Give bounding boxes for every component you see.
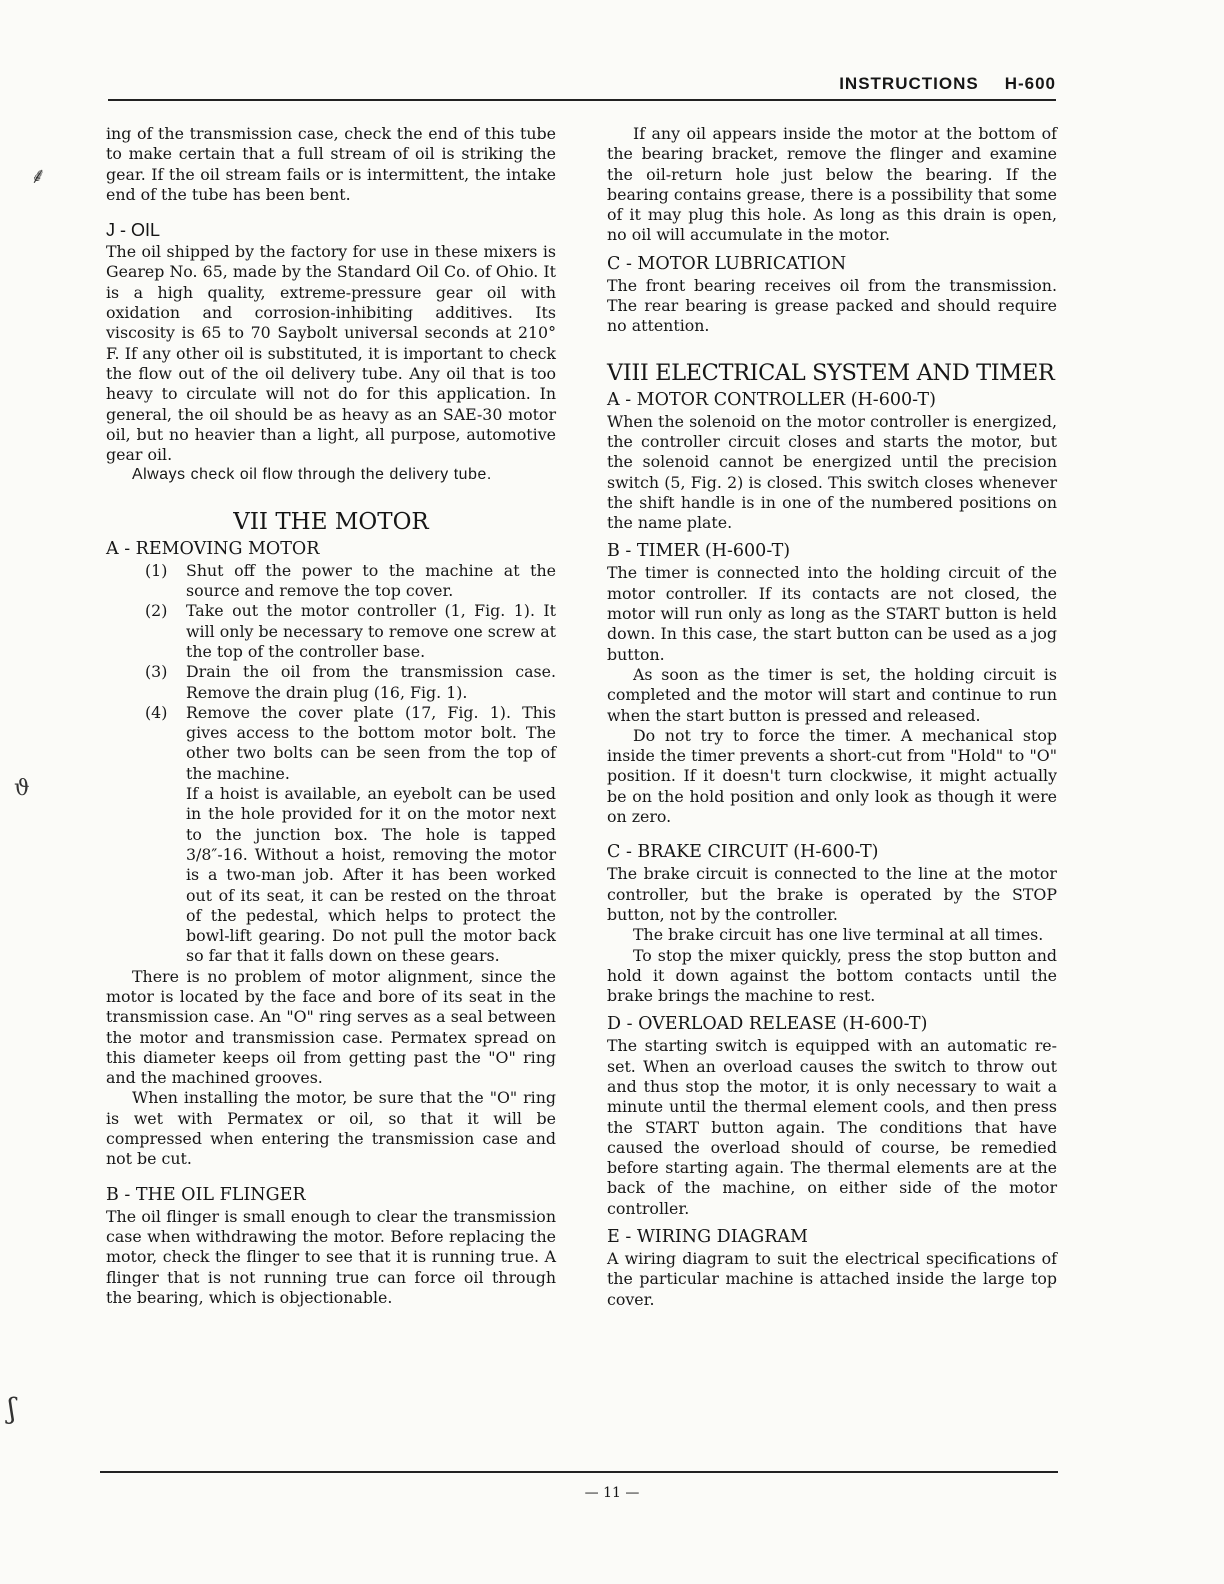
header-rule: [108, 99, 1056, 101]
oil-flinger-paragraph: The oil flinger is small enough to clear the transmission case when withdrawing the motor. Before replacing the motor, check the flinger to see that it is running true. A flinger that is not running true can force oil through the bearing, which is objectionable.: [106, 1206, 556, 1307]
timer-heading: B - TIMER (H-600-T): [607, 541, 791, 562]
installing-paragraph: When installing the motor, be sure that the "O" ring is wet with Permatex or oil, so that it will be compressed when entering the transmission case and not be cut.: [106, 1088, 556, 1169]
removal-steps: [106, 561, 556, 967]
motor-lubrication-heading: C - MOTOR LUBRICATION: [607, 253, 847, 274]
footer-rule: [100, 1471, 1058, 1473]
oil-paragraph: The oil shipped by the factory for use in these mixers is Gearep No. 65, made by the Standard Oil Co. of Ohio. It is a high quality, extreme-pressure gear oil with oxidation and corrosion-inhibiting additives. Its viscosity is 65 to 70 Saybolt universal seconds at 210° F. If any other oil is substituted, it is important to check the flow out of the oil delivery tube. Any oil that is too heavy to circulate will not do for this application. In general, the oil should be as heavy as an SAE-30 motor oil, but no heavier than a light, all purpose, automotive gear oil.: [106, 242, 556, 465]
alignment-paragraph: There is no problem of motor alignment, since the motor is located by the face and bore of its seat in the transmission case. An "O" ring serves as a seal between the motor and transmission case. Permatex spread on this diameter keeps oil from getting past the "O" ring and the machined grooves.: [106, 966, 556, 1088]
intro-paragraph: ing of the transmission case, check the end of this tube to make certain that a full stream of oil is striking the gear. If the oil stream fails or is intermittent, the intake end of the tube has been bent.: [106, 124, 556, 204]
step-item: (2) Take out the motor controller (1, Fig. 1). It will only be necessary to remove one screw at the top of the controller base.: [145, 601, 556, 661]
wiring-diagram-heading: E - WIRING DIAGRAM: [607, 1227, 808, 1248]
oil-flinger-heading: B - THE OIL FLINGER: [106, 1184, 306, 1205]
timer-paragraph-2: As soon as the timer is set, the holding circuit is completed and the motor will start and continue to run when the start button is pressed and released.: [607, 664, 1057, 725]
hoist-note: If a hoist is available, an eyebolt can be used in the hole provided for it on the motor next to the junction box. The hole is tapped 3/8″-16. Without a hoist, removing the motor is a two-man job. After it has been worked out of its seat, it can be rested on the throat of the pedestal, which helps to protect the bowl-lift gearing. Do not pull the motor back so far that it falls down on these gears.: [186, 784, 556, 966]
overload-release-heading: D - OVERLOAD RELEASE (H-600-T): [607, 1014, 928, 1035]
oil-heading: J - OIL: [106, 220, 161, 241]
margin-mark: ϑ: [14, 776, 30, 801]
overload-release-paragraph: The starting switch is equipped with an automatic re-set. When an overload causes the switch to throw out and thus stop the motor, it is only necessary to wait a minute until the thermal element cools, and then press the START button again. The conditions that have caused the overload should of course, be remedied before starting again. The thermal elements are at the back of the machine, on either side of the motor controller.: [607, 1036, 1057, 1218]
step-item: (4) Remove the cover plate (17, Fig. 1). This gives access to the bottom motor bolt. The other two bolts can be seen from the top of the machine. If a hoist is available, an eyebolt can be used in the hole provided for it on the motor next to the junction box. The hole is tapped 3/8″-16. Without a hoist, removing the motor is a two-man job. After it has been worked out of its seat, it can be rested on the throat of the pedestal, which helps to protect the bowl-lift gearing. Do not pull the motor back so far that it falls down on these gears.: [145, 702, 556, 966]
flinger-continued-paragraph: If any oil appears inside the motor at the bottom of the bearing bracket, remove the flinger and examine the oil-return hole just below the bearing. If the bearing contains grease, there is a possibility that some of it may plug this hole. As long as this drain is open, no oil will accumulate in the motor.: [607, 124, 1057, 245]
margin-mark: ⸙: [30, 164, 47, 189]
header-title: INSTRUCTIONS: [839, 74, 979, 93]
removing-motor-heading: A - REMOVING MOTOR: [106, 538, 320, 559]
running-header: [108, 74, 1056, 94]
step-item: (3) Drain the oil from the transmission case. Remove the drain plug (16, Fig. 1).: [145, 662, 556, 702]
motor-lubrication-paragraph: The front bearing receives oil from the transmission. The rear bearing is grease packed and should require no attention.: [607, 275, 1057, 336]
timer-paragraph-3: Do not try to force the timer. A mechanical stop inside the timer prevents a short-cut from "Hold" to "O" position. If it doesn't turn clockwise, it might actually be on the hold position and only look as though it were on zero.: [607, 725, 1057, 827]
right-column: [607, 124, 1057, 1310]
step-item: (1) Shut off the power to the machine at the source and remove the top cover.: [145, 560, 556, 601]
motor-controller-paragraph: When the solenoid on the motor controller is energized, the controller circuit closes and starts the motor, but the solenoid cannot be energized until the precision switch (5, Fig. 2) is closed. This switch closes whenever the shift handle is in one of the numbered positions on the name plate.: [607, 411, 1057, 533]
wiring-diagram-paragraph: A wiring diagram to suit the electrical specifications of the particular machine is attached inside the large top cover.: [607, 1249, 1057, 1309]
section-title-motor: VII THE MOTOR: [233, 508, 429, 535]
brake-circuit-paragraph-2: The brake circuit has one live terminal at all times.: [633, 925, 1044, 945]
margin-mark: ʃ: [8, 1392, 16, 1425]
header-model: H-600: [1004, 74, 1056, 93]
brake-circuit-heading: C - BRAKE CIRCUIT (H-600-T): [607, 842, 879, 863]
motor-controller-heading: A - MOTOR CONTROLLER (H-600-T): [607, 389, 936, 410]
section-title-electrical: VIII ELECTRICAL SYSTEM AND TIMER: [607, 359, 1055, 386]
left-column: [106, 124, 556, 1308]
brake-circuit-paragraph: The brake circuit is connected to the line at the motor controller, but the brake is operated by the STOP button, not by the controller.: [607, 864, 1057, 924]
brake-circuit-paragraph-3: To stop the mixer quickly, press the stop button and hold it down against the bottom contacts until the brake brings the machine to rest.: [607, 945, 1057, 1006]
oil-note: Always check oil flow through the delivery tube.: [132, 466, 492, 484]
timer-paragraph: The timer is connected into the holding circuit of the motor controller. If its contacts are not closed, the motor will run only as long as the START button is held down. In this case, the start button can be used as a jog button.: [607, 563, 1057, 664]
page-number: — 11 —: [584, 1485, 640, 1501]
